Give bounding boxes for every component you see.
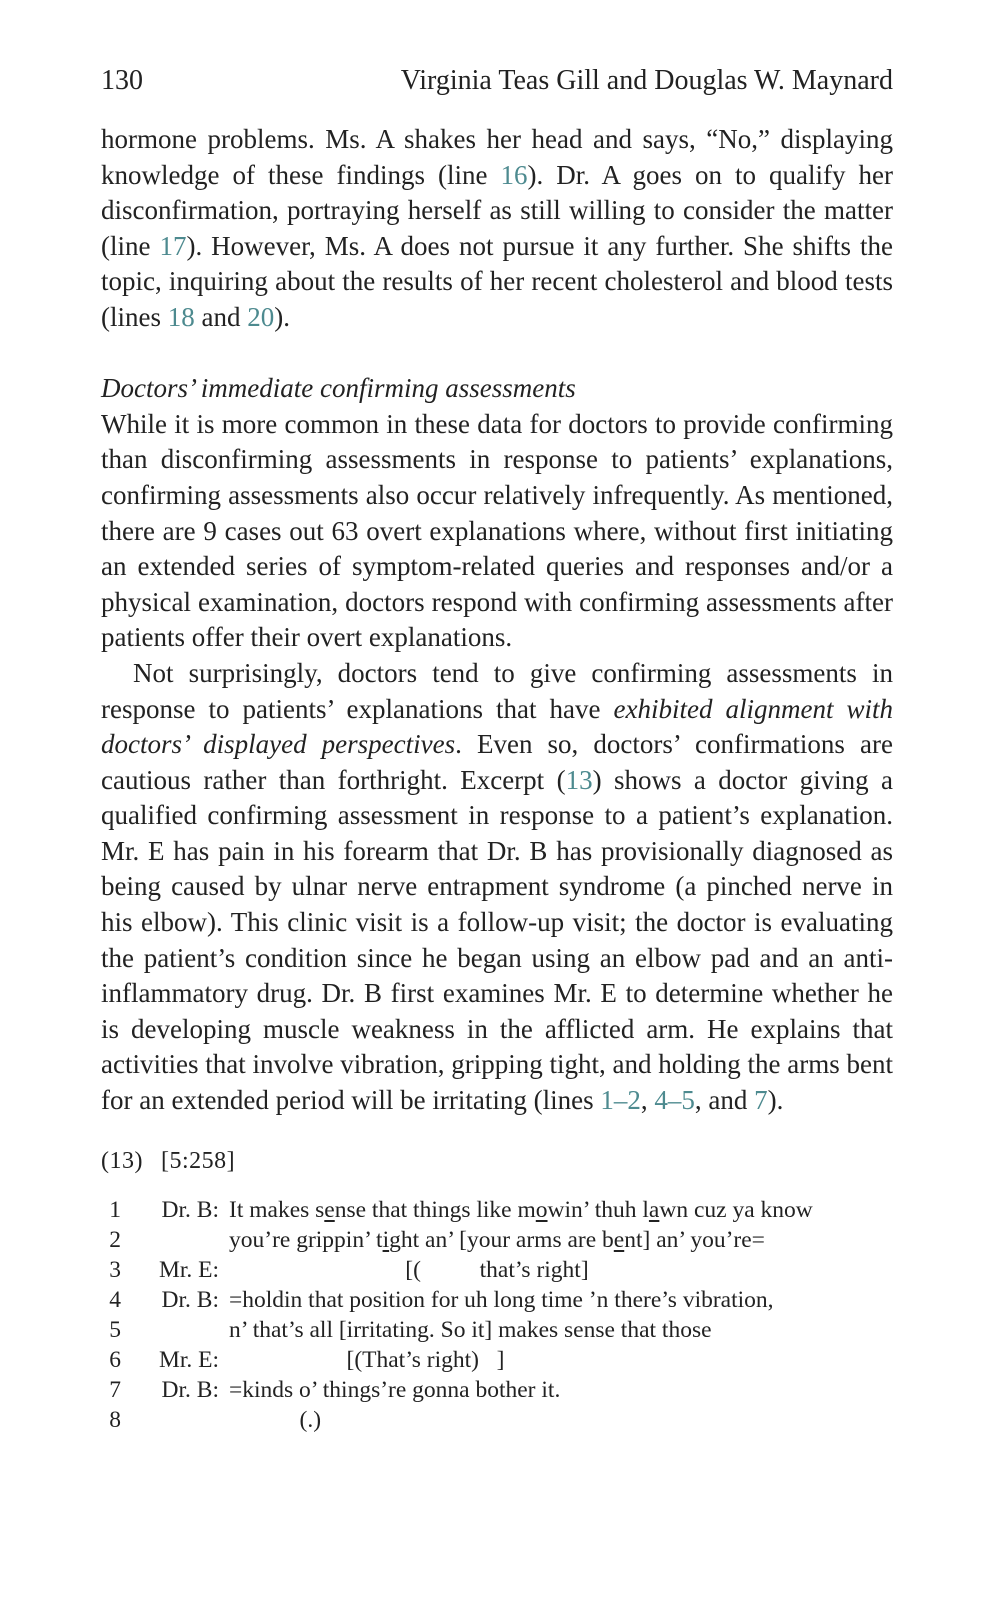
line-number: 7 bbox=[109, 1376, 121, 1403]
line-ref-18[interactable]: 18 bbox=[167, 301, 195, 332]
stressed-segment: i bbox=[382, 1226, 390, 1253]
transcript-line bbox=[101, 1345, 893, 1375]
utterance-text bbox=[229, 1195, 813, 1225]
text-segment: wn cuz ya know bbox=[659, 1196, 813, 1223]
line-number: 5 bbox=[109, 1316, 121, 1343]
line-ref-16[interactable]: 16 bbox=[500, 159, 528, 190]
line-number: 2 bbox=[109, 1226, 121, 1253]
text-segment: It makes s bbox=[229, 1196, 325, 1223]
speaker-label: Mr. E: bbox=[158, 1346, 219, 1373]
line-number: 3 bbox=[109, 1256, 121, 1283]
transcript-line bbox=[101, 1195, 893, 1225]
paragraph-3: Not surprisingly, doctors tend to give confirming assessments in response to patients’ explanations that have exhibited alignment with doctors’ displayed perspectives. Even so, doctors’ confirmations are cautious rather than forthright. Excerpt (13) shows a doctor giving a qualified confirming assessment in response to a patient’s explanation. Mr. E has pain in his forearm that Dr. B has provisionally diagnosed as being caused by ulnar nerve entrapment syndrome (a pinched nerve in his elbow). This clinic visit is a follow-up visit; the doctor is evaluating the patient’s condition since he began using an elbow pad and an anti-inflammatory drug. Dr. B first examines Mr. E to determine whether he is developing muscle weakness in the afflicted arm. He explains that activities that involve vibration, gripping tight, and holding the arms bent for an extended period will be irritating (lines 1–2, 4–5, and 7). bbox=[101, 657, 894, 1116]
transcript-line bbox=[101, 1315, 893, 1345]
speaker-label bbox=[121, 1225, 229, 1255]
utterance-text bbox=[229, 1345, 504, 1375]
text-segment: [( that’s right] bbox=[229, 1256, 589, 1283]
speaker-label bbox=[121, 1405, 229, 1435]
speaker-label: Mr. E: bbox=[158, 1256, 219, 1283]
excerpt-number: (13) bbox=[101, 1147, 143, 1174]
utterance-text bbox=[229, 1375, 560, 1405]
transcript bbox=[101, 1195, 893, 1435]
paragraph-2: While it is more common in these data for doctors to provide confirming than disconfirming assessments in response to patients’ explanations, confirming assessments also occur relatively infrequently. As mentioned, there are 9 cases out 63 overt explanations where, without first initiating an extended series of symptom-related queries and responses and/or a physical examination, doctors respond with confirming assessments after patients offer their overt explanations. bbox=[101, 408, 893, 653]
line-ref-17[interactable]: 17 bbox=[159, 230, 187, 261]
line-ref-7[interactable]: 7 bbox=[754, 1085, 768, 1116]
stressed-segment: o bbox=[535, 1196, 548, 1223]
line-number: 4 bbox=[109, 1286, 121, 1313]
excerpt-source: [5:258] bbox=[160, 1147, 236, 1174]
speaker-label: Dr. B: bbox=[161, 1376, 219, 1403]
text-segment: =kinds o’ things’re gonna bother it. bbox=[229, 1376, 561, 1403]
text-segment: [(That’s right) ] bbox=[229, 1346, 505, 1373]
text-segment: nt] an’ you’re= bbox=[624, 1226, 765, 1253]
transcript-line bbox=[101, 1405, 893, 1435]
excerpt-label bbox=[101, 1145, 893, 1177]
text-segment: nse that things like m bbox=[334, 1196, 536, 1223]
utterance-text bbox=[229, 1225, 765, 1255]
excerpt-ref-13[interactable]: 13 bbox=[565, 764, 593, 795]
emphasis-text: exhibited alignment with doctors’ displayed perspectives bbox=[101, 693, 893, 760]
line-ref-1-2[interactable]: 1–2 bbox=[600, 1085, 641, 1116]
stressed-segment: a bbox=[648, 1196, 660, 1223]
section-heading: Doctors’ immediate confirming assessments bbox=[101, 373, 576, 404]
line-number: 8 bbox=[109, 1406, 121, 1433]
book-page bbox=[101, 60, 893, 1435]
transcript-line bbox=[101, 1225, 893, 1255]
utterance-text bbox=[229, 1255, 589, 1285]
text-segment: win’ thuh l bbox=[547, 1196, 649, 1223]
line-ref-4-5[interactable]: 4–5 bbox=[654, 1085, 695, 1116]
running-head bbox=[101, 60, 893, 102]
line-number: 1 bbox=[109, 1196, 121, 1223]
utterance-text bbox=[229, 1285, 774, 1315]
line-ref-20[interactable]: 20 bbox=[247, 301, 275, 332]
text-segment: ght an’ [your arms are b bbox=[389, 1226, 614, 1253]
line-number: 6 bbox=[109, 1346, 121, 1373]
text-segment: n’ that’s all [irritating. So it] makes sense that those bbox=[229, 1316, 712, 1343]
speaker-label: Dr. B: bbox=[161, 1196, 219, 1223]
speaker-label: Dr. B: bbox=[161, 1286, 219, 1313]
paragraph-1: hormone problems. Ms. A shakes her head and says, “No,” displaying knowledge of these findings (line 16). Dr. A goes on to qualify her disconfirmation, portraying herself as still willing to consider the matter (line 17). However, Ms. A does not pursue it any further. She shifts the topic, inquiring about the results of her recent cholesterol and blood tests (lines 18 and 20). bbox=[101, 124, 894, 332]
speaker-label bbox=[121, 1315, 229, 1345]
utterance-text bbox=[229, 1405, 321, 1435]
transcript-line bbox=[101, 1375, 893, 1405]
page-number: 130 bbox=[101, 65, 143, 96]
section-spacer bbox=[101, 336, 893, 372]
stressed-segment: e bbox=[613, 1226, 625, 1253]
transcript-line bbox=[101, 1255, 893, 1285]
running-head-authors: Virginia Teas Gill and Douglas W. Maynard bbox=[400, 65, 893, 96]
text-segment: (.) bbox=[229, 1406, 322, 1433]
utterance-text bbox=[229, 1315, 712, 1345]
text-segment: you’re grippin’ t bbox=[229, 1226, 383, 1253]
text-segment: =holdin that position for uh long time ’n there’s vibration, bbox=[229, 1286, 774, 1313]
transcript-line bbox=[101, 1285, 893, 1315]
stressed-segment: e bbox=[324, 1196, 335, 1223]
